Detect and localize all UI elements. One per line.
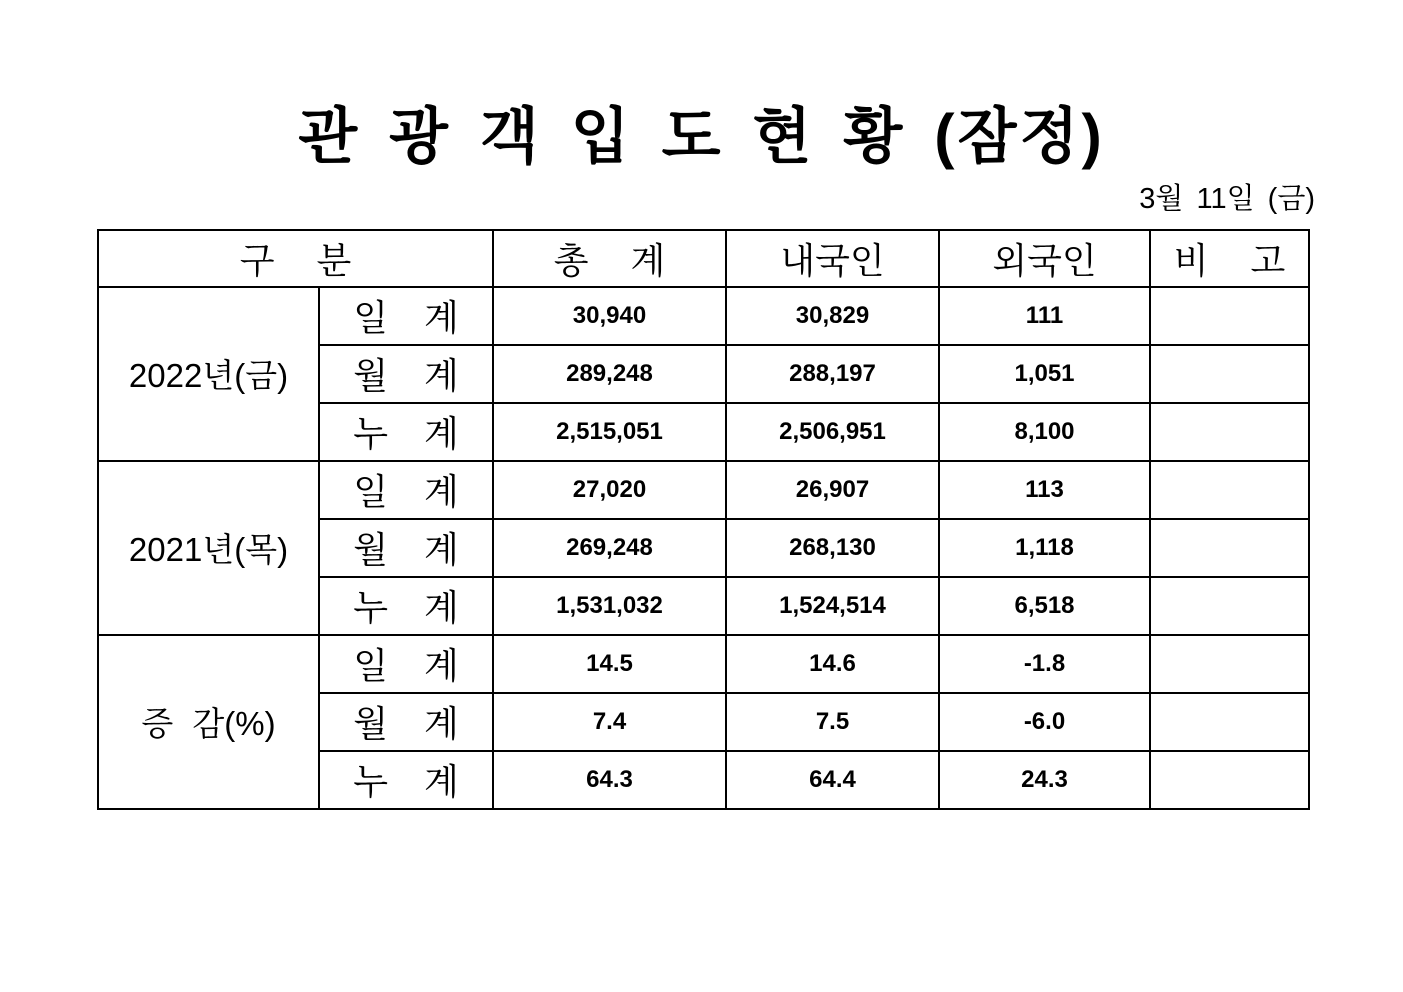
cell-note bbox=[1150, 635, 1309, 693]
cell-foreign: 6,518 bbox=[939, 577, 1150, 635]
cell-foreign: -1.8 bbox=[939, 635, 1150, 693]
row-label-daily: 일 계 bbox=[319, 635, 493, 693]
row-label-monthly: 월 계 bbox=[319, 345, 493, 403]
table-row bbox=[98, 287, 1309, 345]
row-label-daily: 일 계 bbox=[319, 287, 493, 345]
cell-foreign: 113 bbox=[939, 461, 1150, 519]
table-row bbox=[98, 635, 1309, 693]
row-label-cumulative: 누 계 bbox=[319, 403, 493, 461]
col-header-category: 구 분 bbox=[98, 230, 493, 287]
cell-foreign: 24.3 bbox=[939, 751, 1150, 809]
cell-total: 2,515,051 bbox=[493, 403, 726, 461]
cell-foreign: 111 bbox=[939, 287, 1150, 345]
cell-total: 64.3 bbox=[493, 751, 726, 809]
group-label-2022: 2022년(금) bbox=[98, 287, 319, 461]
cell-note bbox=[1150, 403, 1309, 461]
cell-foreign: 1,118 bbox=[939, 519, 1150, 577]
cell-domestic: 268,130 bbox=[726, 519, 939, 577]
cell-note bbox=[1150, 751, 1309, 809]
page-title: 관 광 객 입 도 현 황 (잠정) bbox=[298, 102, 1105, 170]
cell-note bbox=[1150, 577, 1309, 635]
cell-total: 1,531,032 bbox=[493, 577, 726, 635]
cell-note bbox=[1150, 461, 1309, 519]
cell-note bbox=[1150, 693, 1309, 751]
date-label: 3월 11일 (금) bbox=[1139, 183, 1315, 215]
cell-total: 14.5 bbox=[493, 635, 726, 693]
cell-note bbox=[1150, 287, 1309, 345]
cell-domestic: 288,197 bbox=[726, 345, 939, 403]
cell-domestic: 7.5 bbox=[726, 693, 939, 751]
table-row bbox=[98, 461, 1309, 519]
cell-foreign: -6.0 bbox=[939, 693, 1150, 751]
cell-domestic: 64.4 bbox=[726, 751, 939, 809]
cell-total: 289,248 bbox=[493, 345, 726, 403]
cell-foreign: 1,051 bbox=[939, 345, 1150, 403]
row-label-monthly: 월 계 bbox=[319, 693, 493, 751]
col-header-foreign: 외국인 bbox=[939, 230, 1150, 287]
col-header-total: 총 계 bbox=[493, 230, 726, 287]
row-label-monthly: 월 계 bbox=[319, 519, 493, 577]
cell-domestic: 1,524,514 bbox=[726, 577, 939, 635]
group-label-change-pct: 증 감(%) bbox=[98, 635, 319, 809]
cell-note bbox=[1150, 345, 1309, 403]
cell-total: 30,940 bbox=[493, 287, 726, 345]
cell-domestic: 26,907 bbox=[726, 461, 939, 519]
cell-domestic: 14.6 bbox=[726, 635, 939, 693]
row-label-daily: 일 계 bbox=[319, 461, 493, 519]
group-label-2021: 2021년(목) bbox=[98, 461, 319, 635]
cell-total: 7.4 bbox=[493, 693, 726, 751]
col-header-domestic: 내국인 bbox=[726, 230, 939, 287]
cell-foreign: 8,100 bbox=[939, 403, 1150, 461]
cell-note bbox=[1150, 519, 1309, 577]
cell-total: 269,248 bbox=[493, 519, 726, 577]
cell-domestic: 2,506,951 bbox=[726, 403, 939, 461]
cell-total: 27,020 bbox=[493, 461, 726, 519]
col-header-note: 비 고 bbox=[1150, 230, 1309, 287]
tourist-arrival-table bbox=[97, 229, 1310, 810]
header-row bbox=[98, 230, 1309, 287]
row-label-cumulative: 누 계 bbox=[319, 751, 493, 809]
row-label-cumulative: 누 계 bbox=[319, 577, 493, 635]
cell-domestic: 30,829 bbox=[726, 287, 939, 345]
